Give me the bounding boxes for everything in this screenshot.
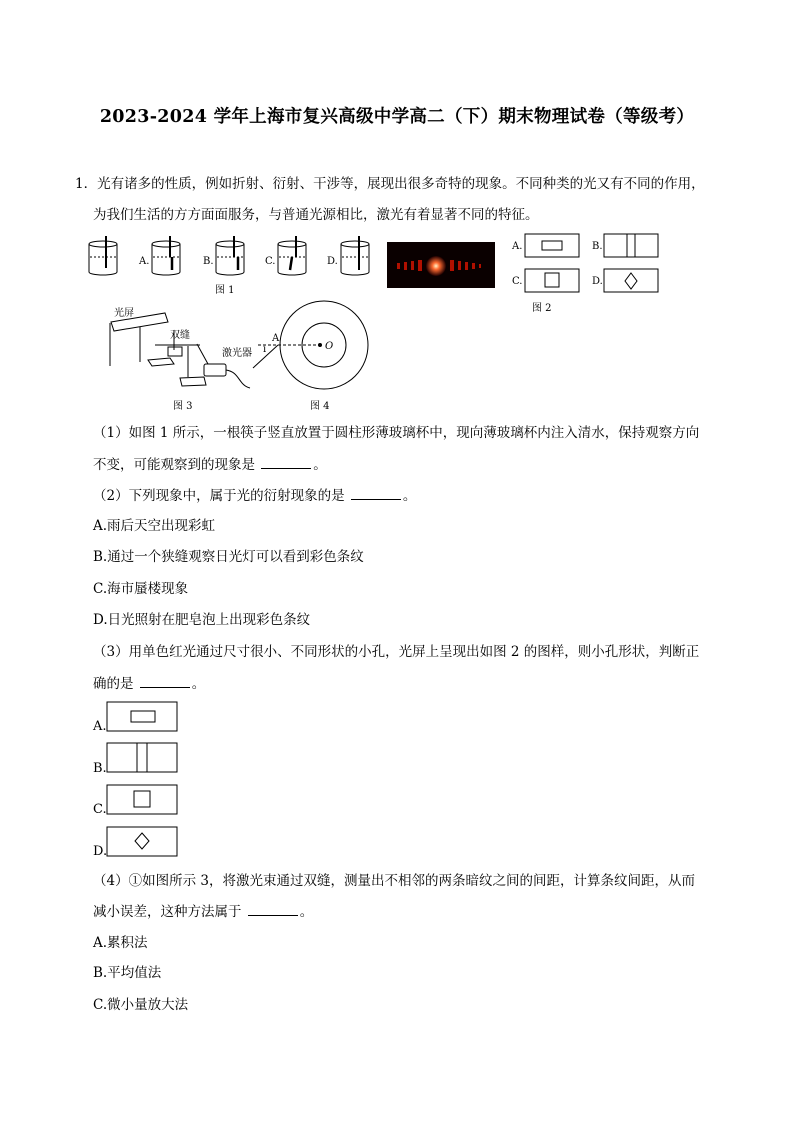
fig3-laser-label: 激光器 <box>222 348 252 359</box>
sub3-option-a-label[interactable]: A. <box>93 719 107 734</box>
sub3-option-c-label[interactable]: C. <box>93 802 107 817</box>
sub-question-1-line-2 <box>93 456 327 474</box>
fig3-screen-label: 光屏 <box>114 308 134 319</box>
sub-question-2 <box>93 487 416 505</box>
fig2-option-c-label: C. <box>512 276 523 287</box>
sub-question-4-line-1: （4）①如图所示 3，将激光束通过双缝，测量出不相邻的两条暗纹之间的间距，计算条纹间距，从而 <box>93 873 695 889</box>
fig2-caption: 图 2 <box>532 303 552 314</box>
fig4-label-a: A <box>272 333 280 344</box>
fig1-cup-b <box>216 236 244 275</box>
sub2-option-a[interactable]: A.雨后天空出现彩虹 <box>93 518 216 534</box>
question-1-intro-line-2: 为我们生活的方方面面服务，与普通光源相比，激光有着显著不同的特征。 <box>93 207 539 223</box>
fig3-slit-label: 双缝 <box>170 330 190 341</box>
sub-question-4-end: 。 <box>299 904 314 920</box>
fig2-option-b-label: B. <box>592 241 603 252</box>
sub-question-3-line-2 <box>93 675 205 693</box>
fig1-cup-a <box>152 236 180 275</box>
sub2-option-b[interactable]: B.通过一个狭缝观察日光灯可以看到彩色条纹 <box>93 549 364 565</box>
answer-blank-1[interactable] <box>261 456 311 469</box>
figure-2 <box>525 234 658 292</box>
sub-question-1-text: 不变，可能观察到的现象是 <box>93 457 260 473</box>
sub2-option-c[interactable]: C.海市蜃楼现象 <box>93 581 189 597</box>
fig1-cup-original <box>89 236 117 275</box>
fig1-cup-c <box>278 236 306 275</box>
sub3-option-b-label[interactable]: B. <box>93 761 107 776</box>
fig3-caption: 图 3 <box>173 401 193 412</box>
answer-blank-2[interactable] <box>351 487 401 500</box>
fig2-option-d-label: D. <box>592 276 603 287</box>
figure-4 <box>253 301 368 389</box>
sub-question-1-line-1: （1）如图 1 所示，一根筷子竖直放置于圆柱形薄玻璃杯中，现向薄玻璃杯内注入清水，保持观察方向 <box>93 425 700 441</box>
sub-question-3-text: 确的是 <box>93 676 138 692</box>
sub-question-2-end: 。 <box>402 488 417 504</box>
fig1-option-d-label: D. <box>327 256 338 267</box>
sub4-option-a[interactable]: A.累积法 <box>93 935 148 951</box>
sub-question-3-end: 。 <box>191 676 206 692</box>
page-title: 2023-2024 学年上海市复兴高级中学高二（下）期末物理试卷（等级考） <box>99 107 695 127</box>
sub-question-1-end: 。 <box>313 457 327 473</box>
fig2-option-a-label: A. <box>512 241 523 252</box>
sub3-option-d-label[interactable]: D. <box>93 844 108 859</box>
figure-1 <box>89 236 369 275</box>
fig1-cup-d <box>341 236 369 275</box>
sub3-option-shapes <box>107 702 177 856</box>
sub-question-2-text: （2）下列现象中，属于光的衍射现象的是 <box>93 488 349 504</box>
fig1-option-c-label: C. <box>265 256 276 267</box>
sub4-option-b[interactable]: B.平均值法 <box>93 965 162 981</box>
sub-question-4-line-2 <box>93 903 313 921</box>
sub-question-4-text: 减小误差，这种方法属于 <box>93 904 246 920</box>
fig1-caption: 图 1 <box>215 285 235 296</box>
question-1-intro-line-1: 1．光有诸多的性质，例如折射、衍射、干涉等，展现出很多奇特的现象。不同种类的光又有不同的作用， <box>75 176 705 192</box>
answer-blank-3[interactable] <box>140 675 190 688</box>
sub2-option-d[interactable]: D.日光照射在肥皂泡上出现彩色条纹 <box>93 612 311 628</box>
diffraction-pattern-photo <box>387 242 495 288</box>
fig1-option-b-label: B. <box>203 256 214 267</box>
answer-blank-4[interactable] <box>248 903 298 916</box>
figure-3-apparatus <box>110 313 250 388</box>
fig1-option-a-label: A. <box>139 256 150 267</box>
sub4-option-c[interactable]: C.微小量放大法 <box>93 997 189 1013</box>
fig4-label-o: O <box>325 341 334 352</box>
sub-question-3-line-1: （3）用单色红光通过尺寸很小、不同形状的小孔，光屏上呈现出如图 2 的图样，则小孔形状，判断正 <box>93 644 700 660</box>
fig4-label-i: i <box>263 344 267 355</box>
fig4-caption: 图 4 <box>310 401 330 412</box>
